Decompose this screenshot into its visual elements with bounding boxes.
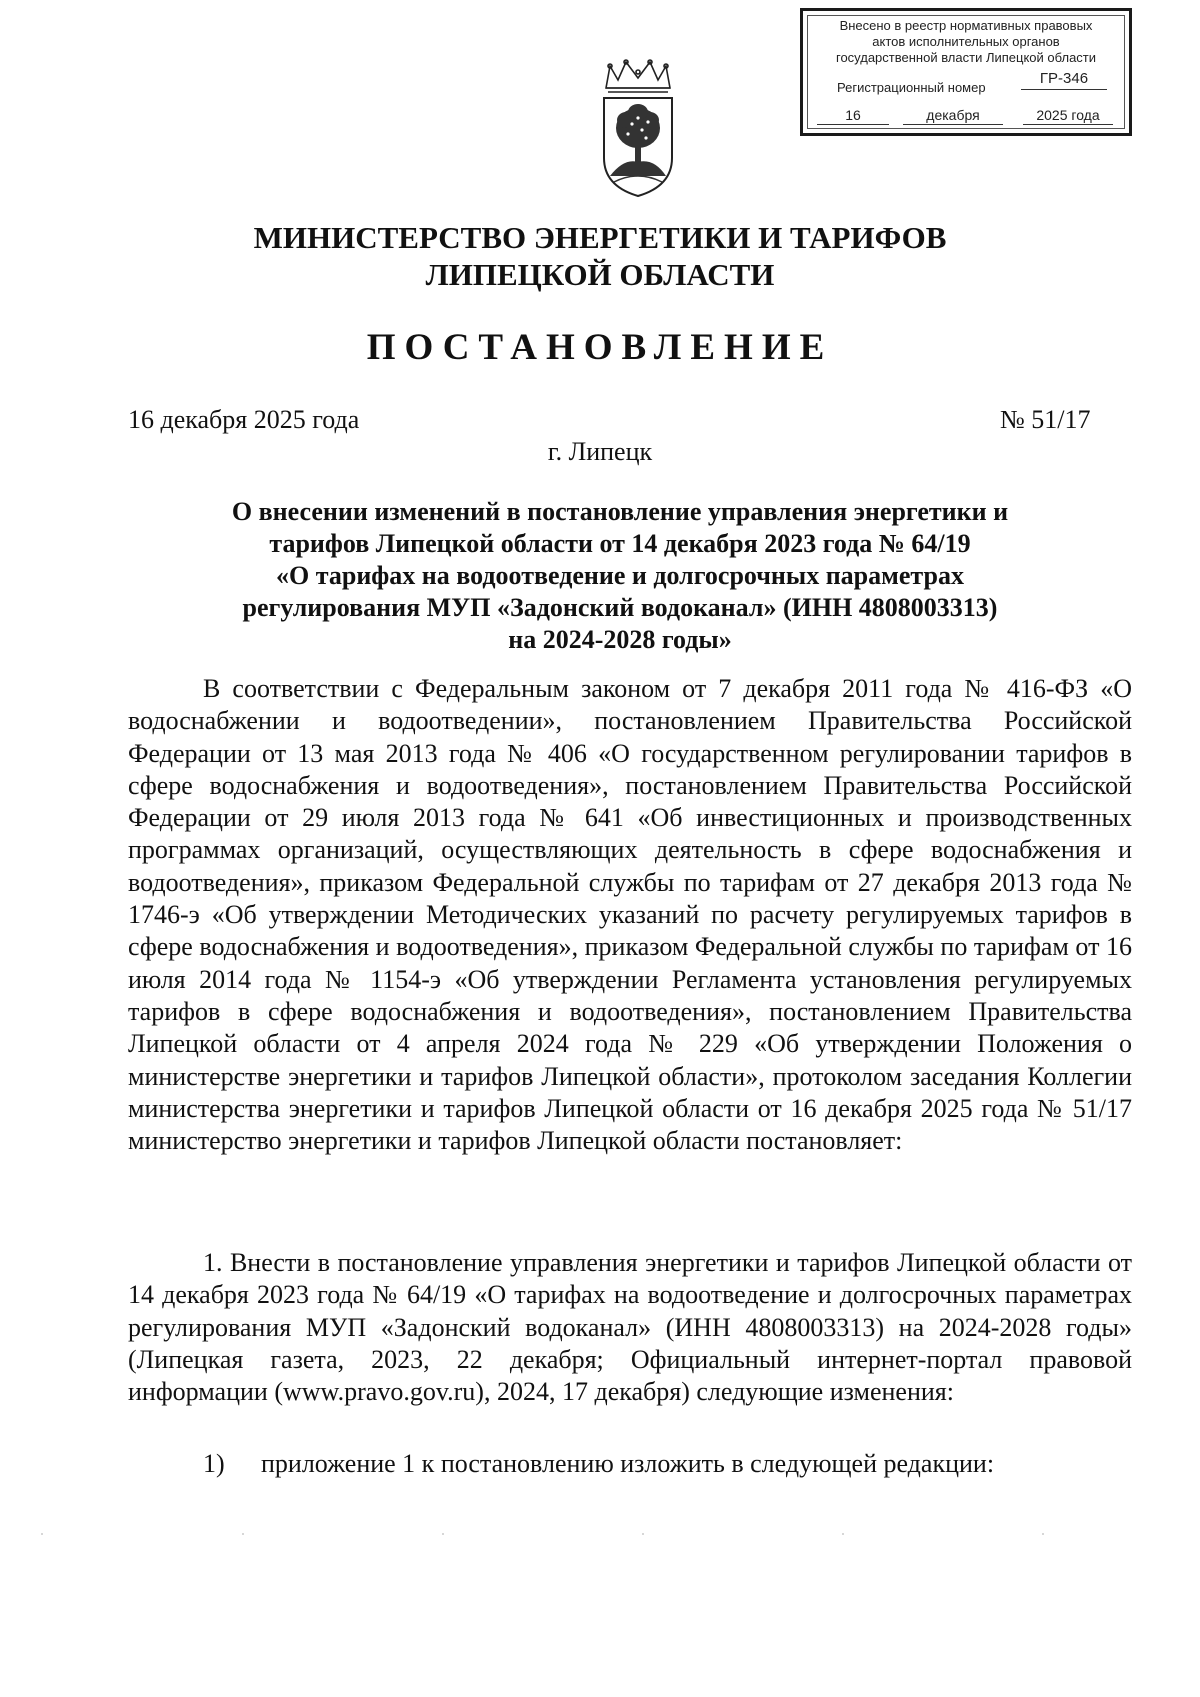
lipetsk-coat-of-arms-icon (596, 58, 680, 198)
stamp-line-1: Внесено в реестр нормативных правовых (839, 18, 1093, 33)
document-city: г. Липецк (547, 437, 653, 466)
stamp-line-2: актов исполнительных органов (872, 34, 1060, 49)
ministry-name-line-1: МИНИСТЕРСТВО ЭНЕРГЕТИКИ И ТАРИФОВ (253, 220, 947, 255)
coat-of-arms-graphic (596, 58, 680, 198)
stamp-registration-number: ГР-346 (1021, 69, 1107, 90)
sub-item-1-number: 1) (203, 1449, 225, 1478)
registration-stamp (800, 8, 1132, 136)
document-number: № 51/17 (1000, 405, 1091, 434)
sub-item-1-text: приложение 1 к постановлению изложить в следующей редакции: (261, 1449, 995, 1478)
clause-1-paragraph: 1. Внести в постановление управления энергетики и тарифов Липецкой области от 14 декабря 2023 года № 64/19 «О тарифах на водоотведение и долгосрочных параметрах регулирования МУП «Задонский водоканал» (ИНН 4808003313) на 2024-2028 годы» (Липецкая газета, 2023, 22 декабря; Официальный интернет-портал правовой информации (www.pravo.gov.ru), 2024, 17 декабря) следующие изменения: (128, 1248, 1132, 1407)
preamble-paragraph: В соответствии с Федеральным законом от 7 декабря 2011 года № 416-ФЗ «О водоснабжении и водоотведении», постановлением Правительства Российской Федерации от 13 мая 2013 года № 406 «О государственном регулировании тарифов в сфере водоснабжения и водоотведения», постановлением Правительства Российской Федерации от 29 июля 2013 года № 641 «Об инвестиционных и производственных программах организаций, осуществляющих деятельность в сфере водоснабжения и водоотведения», приказом Федеральной службы по тарифам от 27 декабря 2013 года № 1746-э «Об утверждении Методических указаний по расчету регулируемых тарифов в сфере водоснабжения и водоотведения», приказом Федеральной службы по тарифам от 16 июля 2014 года № 1154-э «Об утверждении Регламента установления регулируемых тарифов в сфере водоснабжения и водоотведения», постановлением Правительства Липецкой области от 4 апреля 2024 года № 229 «Об утверждении Положения о министерстве энергетики и тарифов Липецкой области», протоколом заседания Коллегии министерства энергетики и тарифов Липецкой области от 16 декабря 2025 года № 51/17 министерство энергетики и тарифов Липецкой области постановляет: (128, 674, 1132, 1156)
title-line-3: «О тарифах на водоотведение и долгосрочных параметрах (276, 561, 964, 590)
title-line-2: тарифов Липецкой области от 14 декабря 2023 года № 64/19 (269, 529, 971, 558)
stamp-year: 2025 года (1023, 106, 1113, 125)
stamp-line-3: государственной власти Липецкой области (835, 50, 1097, 65)
stamp-day: 16 (817, 106, 889, 125)
document-type: ПОСТАНОВЛЕНИЕ (366, 327, 834, 368)
document-date: 16 декабря 2025 года (128, 405, 360, 434)
sub-item-1 (203, 1447, 994, 1481)
title-line-4: регулирования МУП «Задонский водоканал» (ИНН 4808003313) (242, 593, 998, 622)
scan-artifact-dots (0, 1532, 1200, 1536)
title-line-1: О внесении изменений в постановление управления энергетики и (231, 497, 1009, 526)
stamp-month: декабря (903, 106, 1003, 125)
title-line-5: на 2024-2028 годы» (508, 625, 732, 654)
document-title (130, 496, 1110, 656)
stamp-registration-label: Регистрационный номер (837, 80, 986, 95)
ministry-name-line-2: ЛИПЕЦКОЙ ОБЛАСТИ (425, 257, 775, 292)
